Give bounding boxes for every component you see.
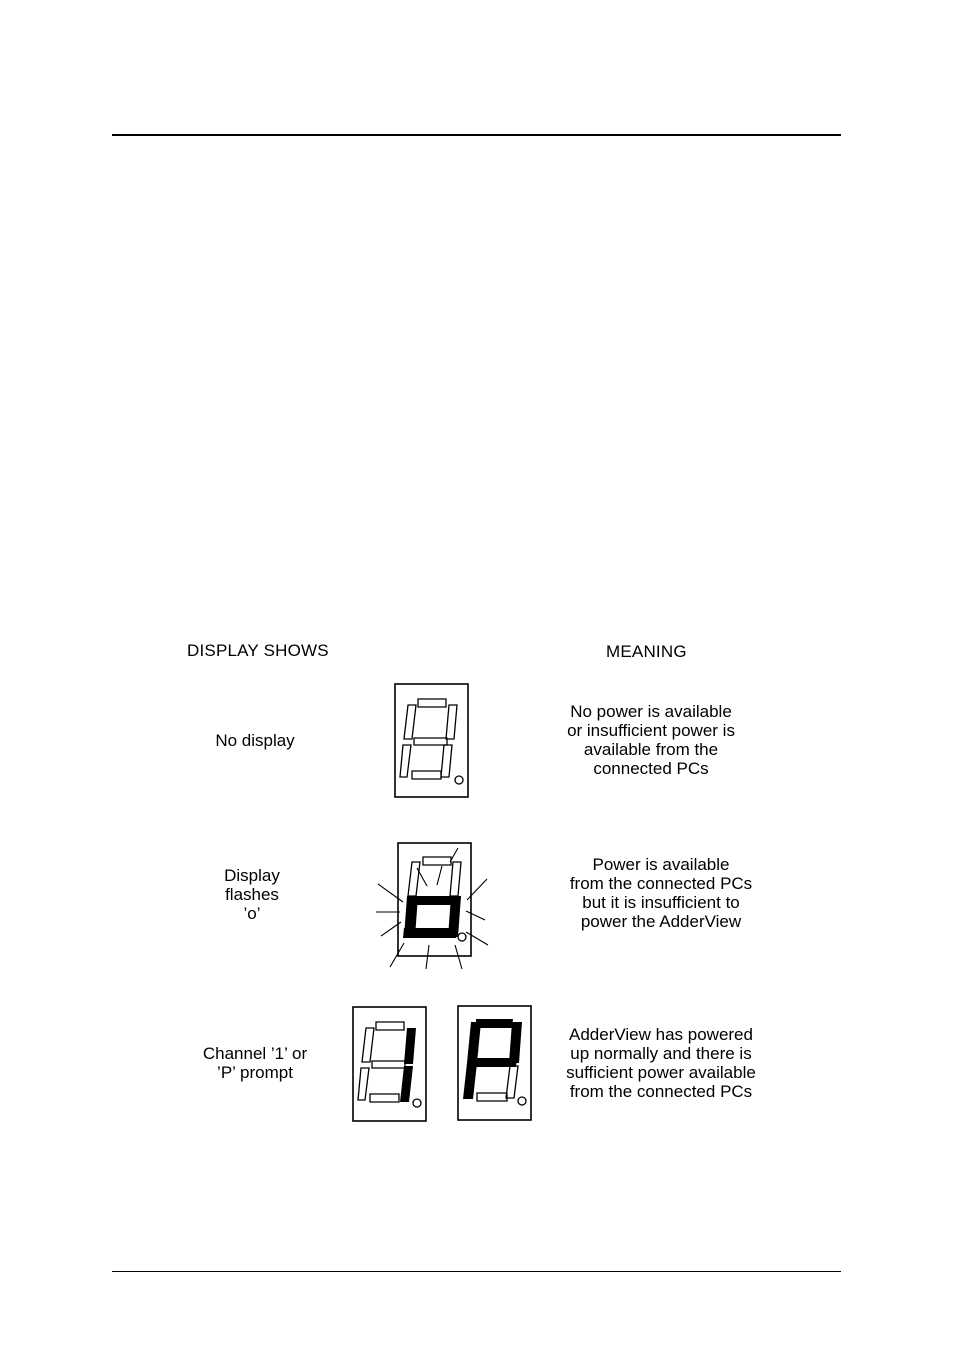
row2-display-label: Display flashes ’o’ (224, 866, 280, 923)
seven-segment-display-icon (353, 1007, 426, 1121)
row3-meaning: AdderView has powered up normally and there is sufficient power available from the connected PCs (566, 1025, 756, 1101)
row1-meaning: No power is available or insufficient power is available from the connected PCs (567, 702, 735, 778)
header-display-shows: DISPLAY SHOWS (187, 641, 329, 660)
header-meaning: MEANING (606, 642, 687, 661)
row3-display-label: Channel ’1’ or ’P’ prompt (202, 1044, 308, 1082)
row2-meaning: Power is available from the connected PCs but it is insufficient to power the AdderView (569, 855, 753, 931)
seven-segment-display-flashing-icon (376, 843, 488, 969)
row1-display-label: No display (215, 731, 295, 750)
bottom-rule (112, 1271, 841, 1272)
seven-segment-display-icon (458, 1006, 531, 1120)
seven-segment-display-icon (395, 684, 468, 797)
